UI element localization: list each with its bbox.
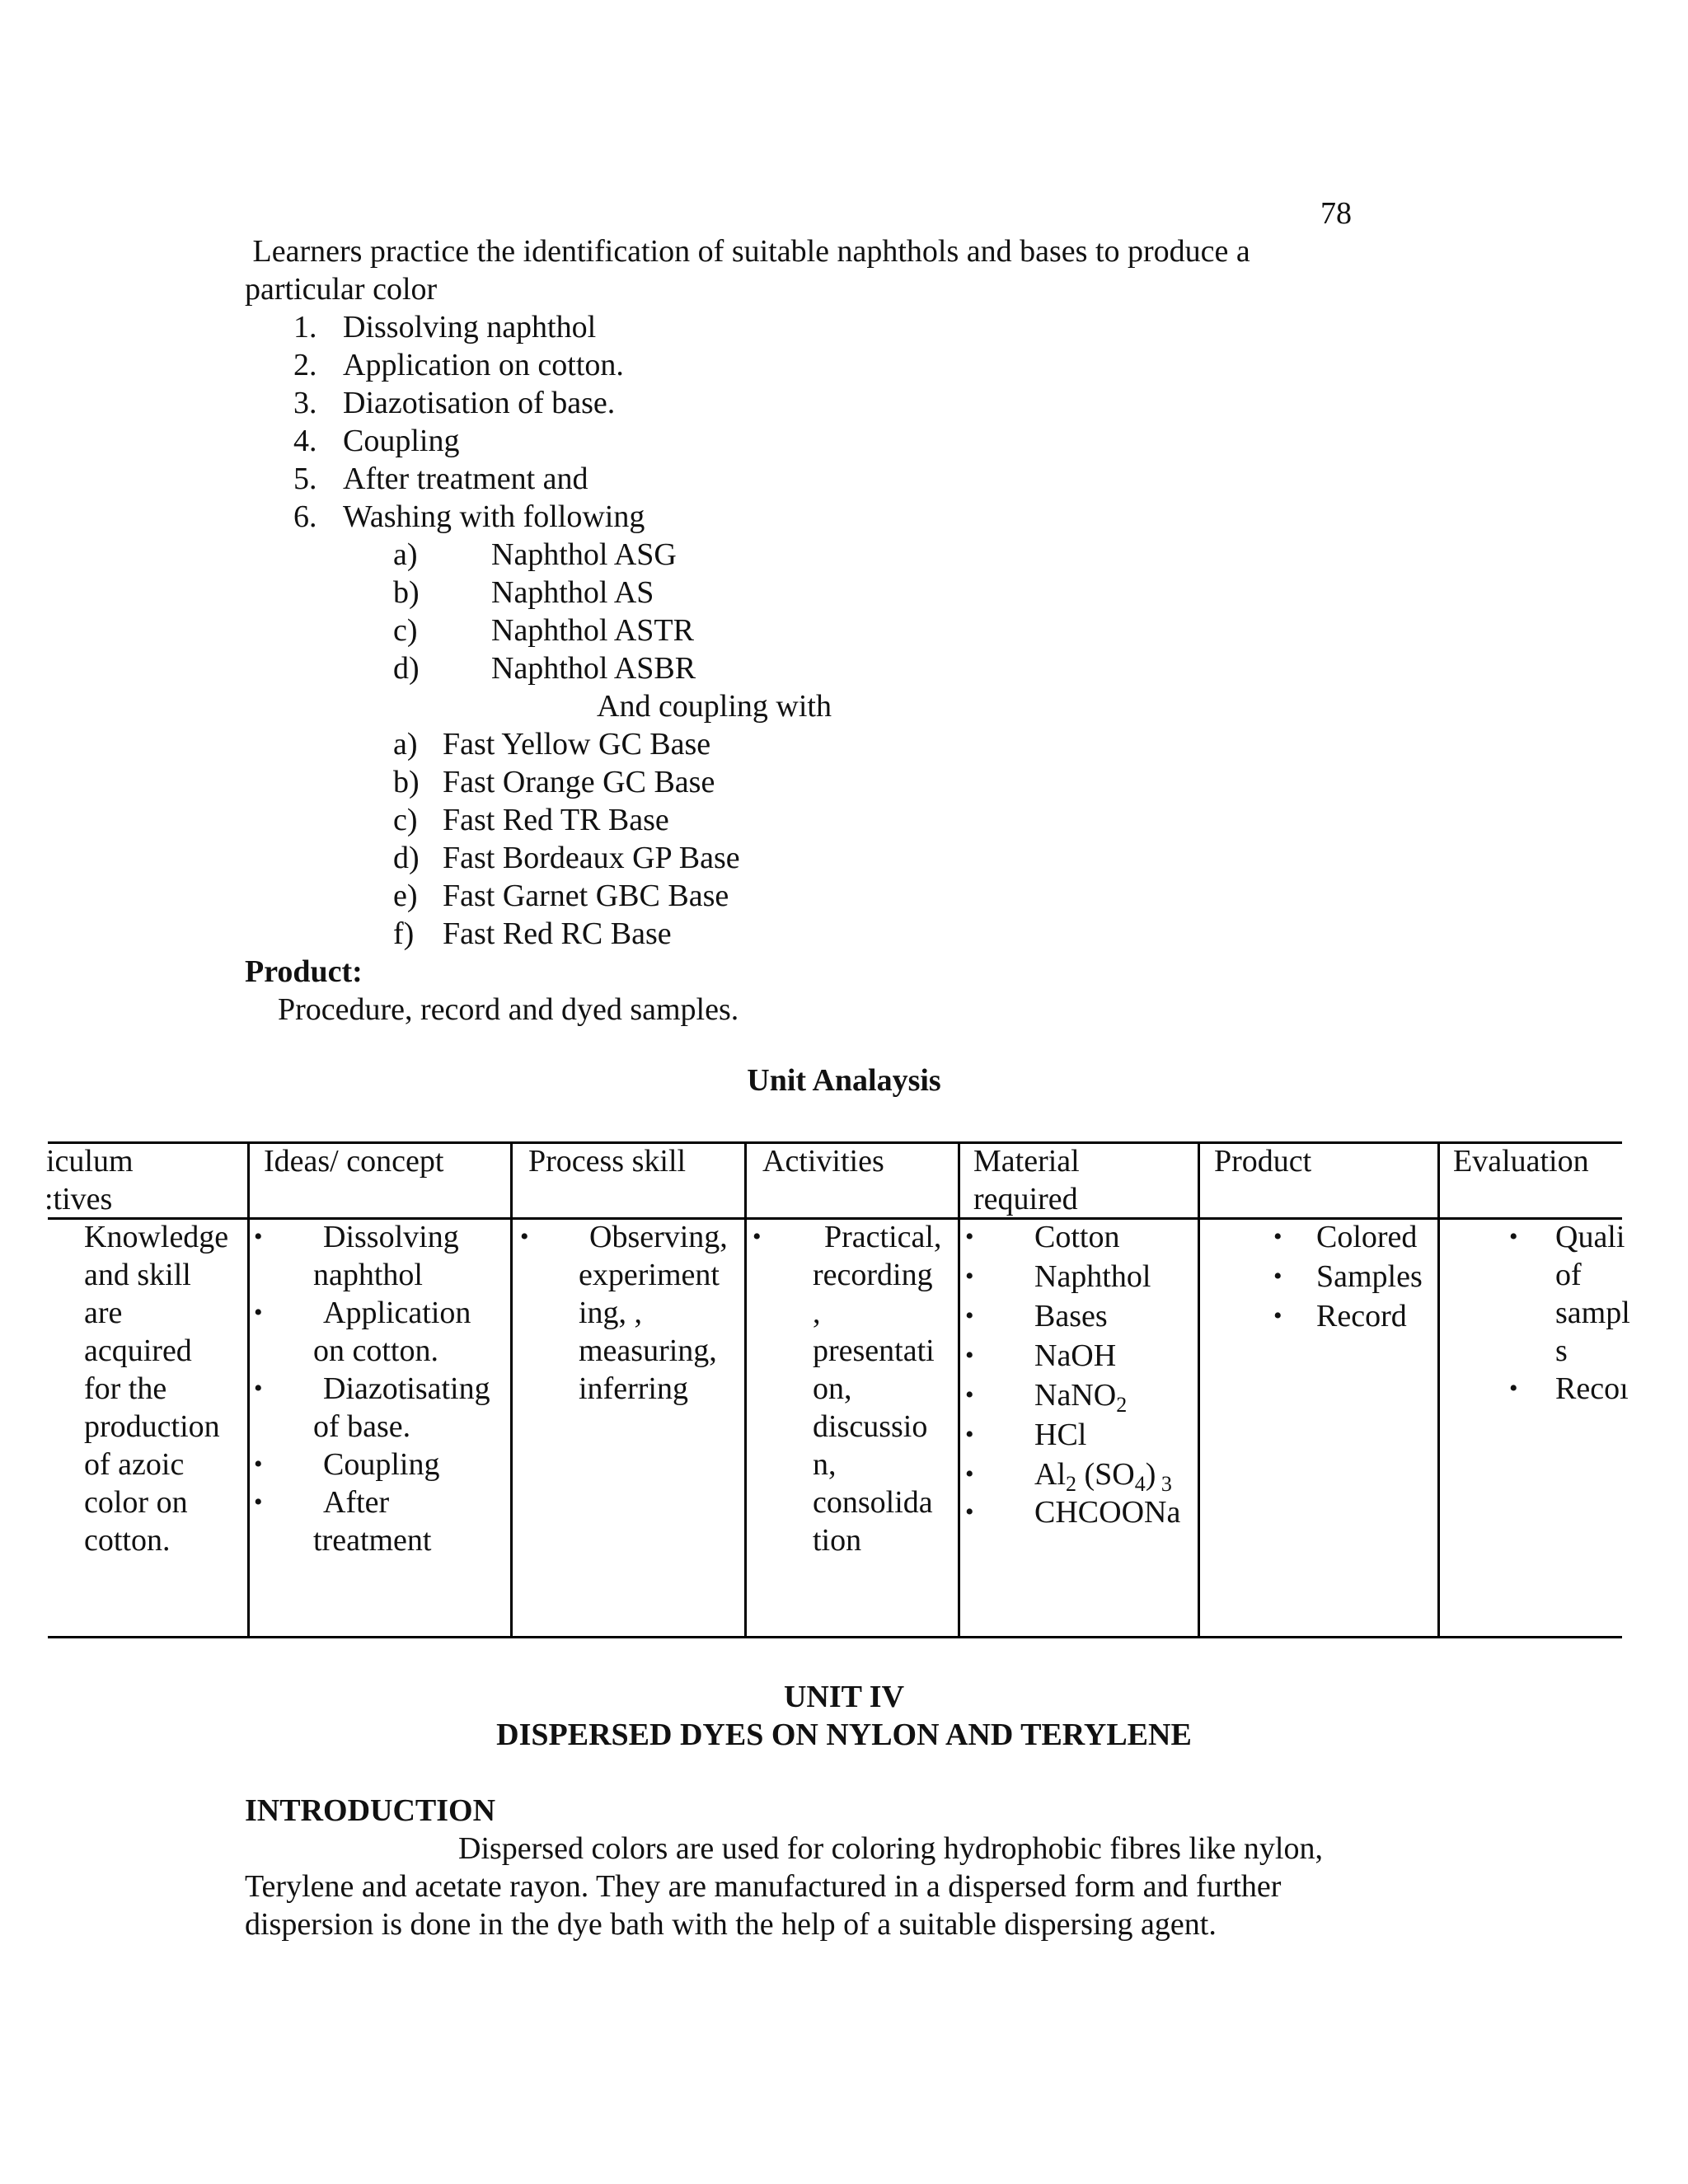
base-label: f) <box>393 916 415 951</box>
product-item: Colored <box>1316 1220 1418 1254</box>
activity-line: tion <box>813 1523 862 1558</box>
evaluation-line: sampl <box>1555 1296 1630 1330</box>
introduction-line: Dispersed colors are used for coloring hydrophobic fibres like nylon, <box>458 1831 1323 1866</box>
bullet-icon: • <box>965 1302 974 1329</box>
bullet-icon: • <box>965 1342 974 1369</box>
evaluation-line: s <box>1555 1333 1568 1368</box>
naphthol-label: b) <box>393 575 420 610</box>
header-process-skill: Process skill <box>528 1144 687 1179</box>
idea-line: of base. <box>313 1409 411 1444</box>
base-label: c) <box>393 803 418 837</box>
table-bottom-border <box>48 1636 1622 1638</box>
header-product: Product <box>1214 1144 1312 1179</box>
header-evaluation: Evaluation <box>1453 1144 1589 1179</box>
material-item: HCl <box>1034 1418 1087 1452</box>
material-item: Cotton <box>1034 1220 1120 1254</box>
naphthol-text: Naphthol ASTR <box>491 613 694 648</box>
base-text: Fast Garnet GBC Base <box>443 879 729 913</box>
idea-line: treatment <box>313 1523 432 1558</box>
objective-line: acquired <box>84 1333 192 1368</box>
step-text: After treatment and <box>343 462 588 496</box>
bullet-icon: • <box>965 1263 974 1290</box>
activity-line: on, <box>813 1371 852 1406</box>
header-ideas: Ideas/ concept <box>264 1144 444 1179</box>
bullet-icon: • <box>965 1223 974 1250</box>
idea-line: naphthol <box>313 1258 423 1292</box>
base-label: d) <box>393 841 420 875</box>
material-item: $Al_2$ $(SO_4)$ $_3$ <box>1034 1457 1172 1496</box>
step-text: Washing with following <box>343 499 645 534</box>
base-text: Fast Yellow GC Base <box>443 727 711 762</box>
bullet-icon: • <box>1273 1302 1282 1329</box>
bullet-icon: • <box>254 1375 263 1402</box>
bullet-icon: • <box>965 1498 974 1526</box>
column-divider <box>958 1141 960 1638</box>
coupling-heading: And coupling with <box>597 689 832 724</box>
base-text: Fast Red RC Base <box>443 916 672 951</box>
objective-line: cotton. <box>84 1523 171 1558</box>
evaluation-line: of <box>1555 1258 1582 1292</box>
naphthol-label: d) <box>393 651 420 686</box>
activity-line: , <box>813 1296 821 1330</box>
base-label: b) <box>393 765 420 799</box>
bullet-icon: • <box>254 1451 263 1478</box>
bullet-icon: • <box>1273 1223 1282 1250</box>
unit-subheading: DISPERSED DYES ON NYLON AND TERYLENE <box>496 1718 1192 1752</box>
evaluation-cell <box>1440 1218 1630 1630</box>
bullet-icon: • <box>1509 1375 1518 1402</box>
base-label: a) <box>393 727 418 762</box>
table-title: Unit Analaysis <box>747 1063 941 1098</box>
activity-line: consolida <box>813 1485 933 1520</box>
introduction-line: dispersion is done in the dye bath with the help of a suitable dispersing agent. <box>245 1907 1217 1942</box>
idea-line: Dissolving <box>323 1220 459 1254</box>
bullet-icon: • <box>254 1299 263 1326</box>
page-number: 78 <box>1320 196 1352 231</box>
objective-line: production <box>84 1409 220 1444</box>
objective-line: Knowledge <box>84 1220 229 1254</box>
objective-line: are <box>84 1296 123 1330</box>
evaluation-line: Recoı <box>1555 1371 1629 1406</box>
intro-line-2: particular color <box>245 272 438 307</box>
bullet-icon: • <box>965 1460 974 1488</box>
step-text: Dissolving naphthol <box>343 310 597 344</box>
header-activities: Activities <box>762 1144 884 1179</box>
bullet-icon: • <box>1509 1223 1518 1250</box>
column-divider <box>1198 1141 1200 1638</box>
bullet-icon: • <box>965 1421 974 1448</box>
header-material-2: required <box>973 1182 1078 1216</box>
material-item: NaOH <box>1034 1338 1117 1373</box>
base-text: Fast Orange GC Base <box>443 765 715 799</box>
naphthol-text: Naphthol ASG <box>491 537 677 572</box>
step-text: Coupling <box>343 424 460 458</box>
column-divider <box>247 1141 250 1638</box>
column-divider <box>510 1141 513 1638</box>
objective-line: of azoic <box>84 1447 185 1482</box>
objective-line: and skill <box>84 1258 191 1292</box>
activity-line: recording <box>813 1258 933 1292</box>
base-text: Fast Red TR Base <box>443 803 669 837</box>
bullet-icon: • <box>254 1488 263 1516</box>
process-skill-line: ing, , <box>579 1296 643 1330</box>
idea-line: Diazotisating <box>323 1371 490 1406</box>
unit-heading: UNIT IV <box>783 1680 905 1714</box>
product-item: Samples <box>1316 1259 1423 1294</box>
bullet-icon: • <box>254 1223 263 1250</box>
column-divider <box>744 1141 747 1638</box>
header-objectives-2: :tives <box>45 1182 113 1216</box>
base-text: Fast Bordeaux GP Base <box>443 841 740 875</box>
bullet-icon: • <box>520 1223 529 1250</box>
process-skill-line: experiment <box>579 1258 720 1292</box>
activity-line: n, <box>813 1447 837 1482</box>
naphthol-label: c) <box>393 613 418 648</box>
material-item: NaNO$_2$ <box>1034 1378 1128 1417</box>
product-heading: Product: <box>245 954 363 989</box>
naphthol-text: Naphthol AS <box>491 575 654 610</box>
material-item: Bases <box>1034 1299 1108 1333</box>
activity-line: presentati <box>813 1333 935 1368</box>
naphthol-label: a) <box>393 537 418 572</box>
base-label: e) <box>393 879 418 913</box>
step-number: 3. <box>293 386 317 420</box>
step-number: 5. <box>293 462 317 496</box>
bullet-icon: • <box>1273 1263 1282 1290</box>
idea-line: Application <box>323 1296 471 1330</box>
product-item: Record <box>1316 1299 1407 1333</box>
step-text: Application on cotton. <box>343 348 624 382</box>
process-skill-line: Observing, <box>589 1220 728 1254</box>
header-objectives: iculum <box>46 1144 134 1179</box>
material-item: CHCOONa <box>1034 1495 1181 1530</box>
product-text: Procedure, record and dyed samples. <box>278 992 739 1027</box>
objective-line: color on <box>84 1485 188 1520</box>
naphthol-text: Naphthol ASBR <box>491 651 696 686</box>
step-text: Diazotisation of base. <box>343 386 616 420</box>
step-number: 1. <box>293 310 317 344</box>
step-number: 2. <box>293 348 317 382</box>
evaluation-line: Quali <box>1555 1220 1625 1254</box>
idea-line: After <box>323 1485 390 1520</box>
idea-line: Coupling <box>323 1447 440 1482</box>
activity-line: discussio <box>813 1409 928 1444</box>
bullet-icon: • <box>753 1223 762 1250</box>
process-skill-line: measuring, <box>579 1333 717 1368</box>
introduction-line: Terylene and acetate rayon. They are manufactured in a dispersed form and further <box>245 1869 1282 1904</box>
process-skill-line: inferring <box>579 1371 688 1406</box>
header-material: Material <box>973 1144 1080 1179</box>
introduction-heading: INTRODUCTION <box>245 1793 496 1828</box>
idea-line: on cotton. <box>313 1333 438 1368</box>
objective-line: for the <box>84 1371 167 1406</box>
bullet-icon: • <box>965 1381 974 1408</box>
step-number: 4. <box>293 424 317 458</box>
step-number: 6. <box>293 499 317 534</box>
activity-line: Practical, <box>824 1220 942 1254</box>
intro-line-1: Learners practice the identification of suitable naphthols and bases to produce a <box>245 234 1250 269</box>
material-item: Naphthol <box>1034 1259 1151 1294</box>
